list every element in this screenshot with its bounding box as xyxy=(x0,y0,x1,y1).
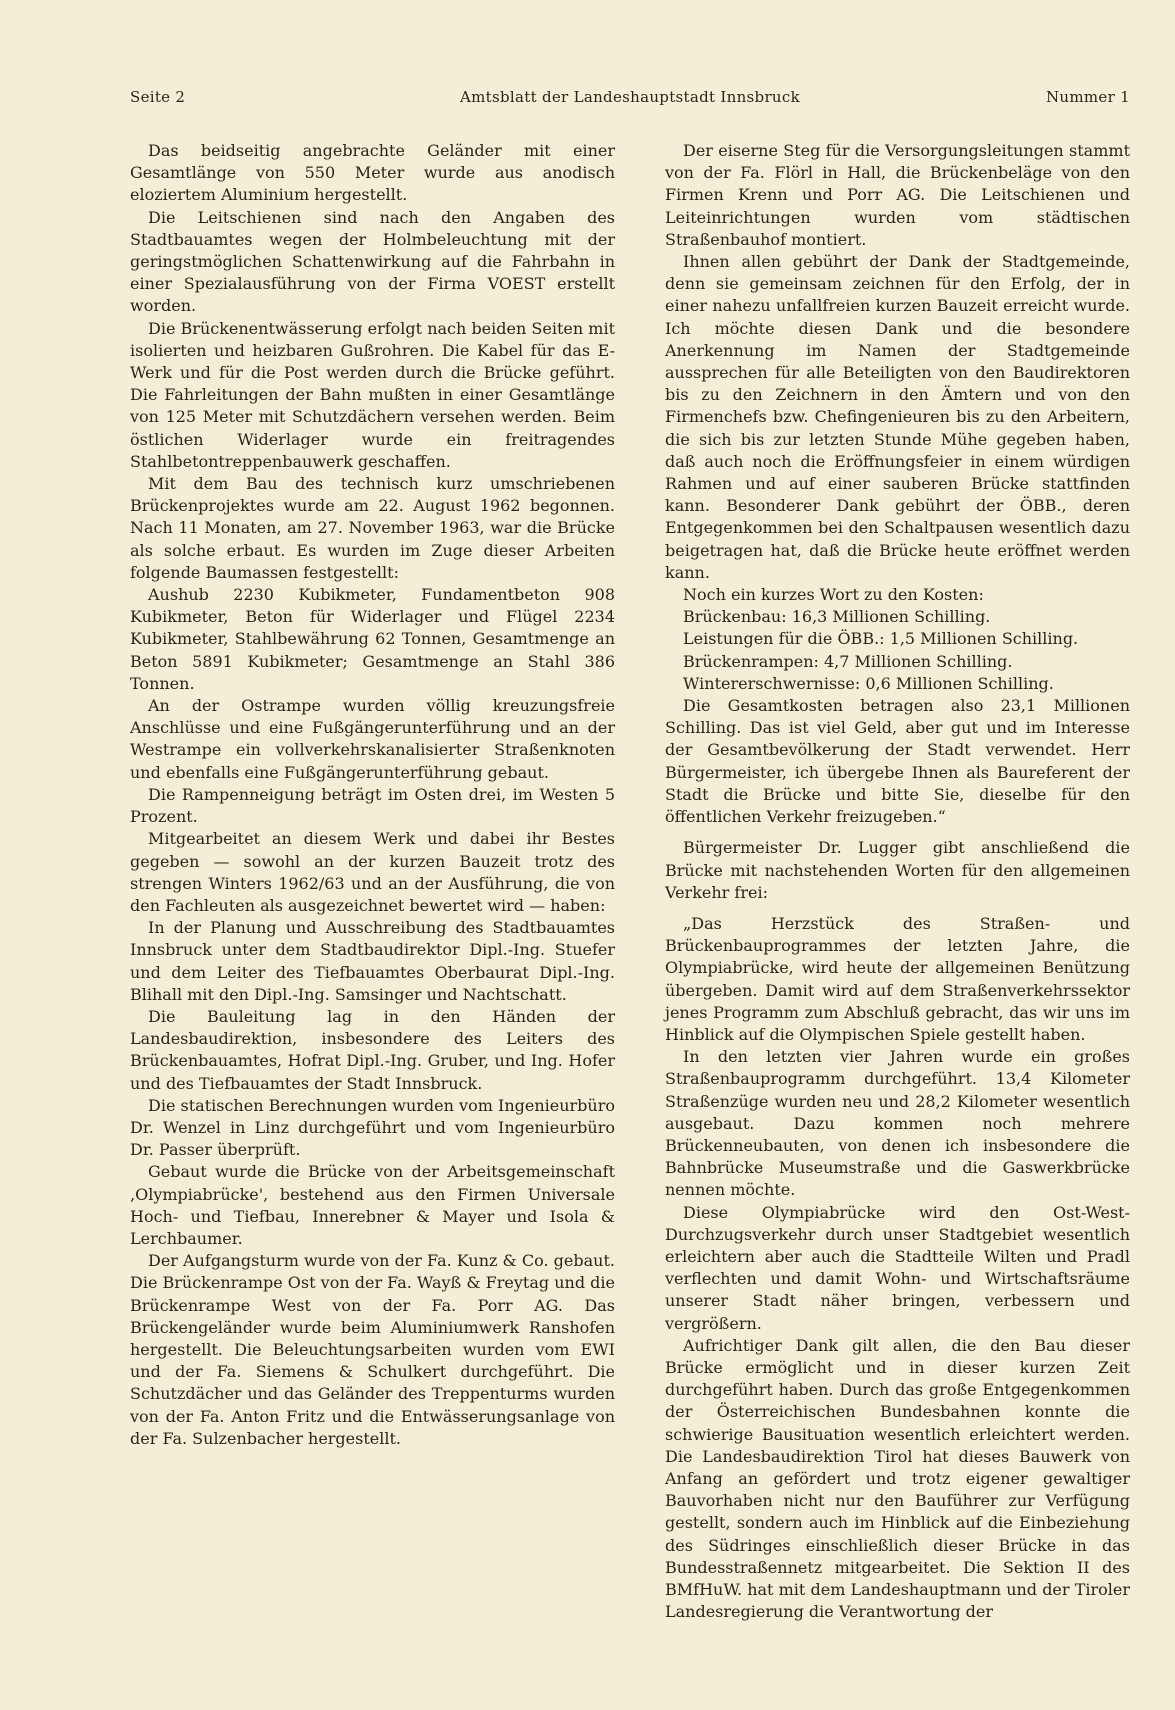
cost-item: Leistungen für die ÖBB.: 1,5 Millionen Schilling. xyxy=(683,629,1079,649)
paragraph: An der Ostrampe wurden völlig kreuzungsfreie Anschlüsse und eine Fußgängerunterführung und an der Westrampe ein vollverkehrskanalisierter Straßenknoten und ebenfalls eine Fußgängerunterführung gebaut. xyxy=(130,696,615,782)
paragraph: Der Aufgangsturm wurde von der Fa. Kunz & Co. gebaut. Die Brückenrampe Ost von der Fa. Wayß & Freytag und die Brückenrampe West von der Fa. Porr AG. Das Brückengeländer wurde beim Aluminiumwerk Ranshofen hergestellt. Die Beleuchtungsarbeiten wurden vom EWI und der Fa. Siemens & Schulkert durchgeführt. Die Schutzdächer und das Geländer des Treppenturms wurden von der Fa. Anton Fritz und die Entwässerungsanlage von der Fa. Sulzenbacher hergestellt. xyxy=(130,1251,615,1448)
paragraph: Diese Olympiabrücke wird den Ost-West-Durchzugsverkehr durch unser Stadtgebiet wesentlich erleichtern aber auch die Stadtteile Wilten und Pradl verflechten und damit Wohn- und Wirtschaftsräume unserer Stadt näher bringen, verbessern und vergrößern. xyxy=(665,1202,1130,1333)
paragraph: In den letzten vier Jahren wurde ein großes Straßenbauprogramm durchgeführt. 13,4 Kilometer Straßenzüge wurden neu und 28,2 Kilometer wesentlich ausgebaut. Dazu kommen noch mehrere Brückenneubauten, von denen ich insbesondere die Bahnbrücke Museumstraße und die Gaswerkbrücke nennen möchte. xyxy=(665,1047,1130,1200)
paragraph: Die Brückenentwässerung erfolgt nach beiden Seiten mit isolierten und heizbaren Gußrohren. Die Kabel für das E-Werk und für die Post werden durch die Brücke geführt. Die Fahrleitungen der Bahn mußten in einer Gesamtlänge von 125 Meter mit Schutzdächern versehen werden. Beim östlichen Widerlager wurde ein freitragendes Stahlbetontreppenbauwerk geschaffen. xyxy=(130,318,615,471)
paragraph: Ihnen allen gebührt der Dank der Stadtgemeinde, denn sie gemeinsam zeichnen für den Erfolg, der in einer nahezu unfallfreien kurzen Bauzeit erreicht wurde. Ich möchte diesen Dank und die besondere Anerkennung im Namen der Stadtgemeinde aussprechen für alle Beteiligten von den Baudirektoren bis zu den Zeichnern in den Ämtern und von den Firmenchefs bzw. Chefingenieuren bis zu den Arbeitern, die sich bis zur letzten Stunde Mühe gegeben haben, daß auch noch die Eröffnungsfeier in einem würdigen Rahmen und auf einer sauberen Brücke stattfinden kann. Besonderer Dank gebührt der ÖBB., deren Entgegenkommen bei den Schaltpausen wesentlich dazu beigetragen hat, daß die Brücke heute eröffnet werden kann. xyxy=(665,252,1130,582)
issue-number: Nummer 1 xyxy=(1046,88,1130,106)
paragraph: Mit dem Bau des technisch kurz umschriebenen Brückenprojektes wurde am 22. August 1962 begonnen. Nach 11 Monaten, am 27. November 1963, war die Brücke als solche erbaut. Es wurden im Zuge dieser Arbeiten folgende Baumassen festgestellt: xyxy=(130,474,615,582)
left-column xyxy=(130,140,615,1450)
paragraph: Bürgermeister Dr. Lugger gibt anschließend die Brücke mit nachstehenden Worten für den allgemeinen Verkehr frei: xyxy=(665,838,1130,902)
paragraph: Das beidseitig angebrachte Geländer mit einer Gesamtlänge von 550 Meter wurde aus anodisch eloziertem Aluminium hergestellt. xyxy=(130,141,615,205)
paragraph: Die Leitschienen sind nach den Angaben des Stadtbauamtes wegen der Holmbeleuchtung mit der geringstmöglichen Schattenwirkung auf die Fahrbahn in einer Spezialausführung von der Firma VOEST erstellt worden. xyxy=(130,207,615,316)
paragraph: Die statischen Berechnungen wurden vom Ingenieurbüro Dr. Wenzel in Linz durchgeführt und vom Ingenieurbüro Dr. Passer überprüft. xyxy=(130,1095,615,1160)
paragraph: Noch ein kurzes Wort zu den Kosten: xyxy=(683,585,984,605)
paragraph: Aufrichtiger Dank gilt allen, die den Bau dieser Brücke ermöglicht und in dieser kurzen Zeit durchgeführt haben. Durch das große Entgegenkommen der Österreichischen Bundesbahnen konnte die schwierige Bausituation wesentlich erleichtert werden. Die Landesbaudirektion Tirol hat dieses Bauwerk von Anfang an gefördert und trotz eigener gewaltiger Bauvorhaben nicht nur den Bauführer zur Verfügung gestellt, sondern auch im Hinblick auf die Einbeziehung des Südringes einschließlich dieser Brücke in das Bundesstraßennetz mitgearbeitet. Die Sektion II des BMfHuW. hat mit dem Landeshauptmann und der Tiroler Landesregierung die Verantwortung der xyxy=(665,1335,1130,1622)
right-column xyxy=(665,140,1130,1623)
paragraph: Die Bauleitung lag in den Händen der Landesbaudirektion, insbesondere des Leiters des Brückenbauamtes, Hofrat Dipl.-Ing. Gruber, und Ing. Hofer und des Tiefbauamtes der Stadt Innsbruck. xyxy=(130,1006,615,1093)
publication-title: Amtsblatt der Landeshauptstadt Innsbruck xyxy=(460,88,800,106)
cost-item: Brückenbau: 16,3 Millionen Schilling. xyxy=(683,607,991,627)
paragraph: Die Gesamtkosten betragen also 23,1 Millionen Schilling. Das ist viel Geld, aber gut und im Interesse der Gesamtbevölkerung der Stadt verwendet. Herr Bürgermeister, ich übergebe Ihnen als Baureferent der Stadt die Brücke und bitte Sie, dieselbe für den öffentlichen Verkehr freizugeben.“ xyxy=(665,696,1130,827)
paragraph: In der Planung und Ausschreibung des Stadtbauamtes Innsbruck unter dem Stadtbaudirektor Dipl.-Ing. Stuefer und dem Leiter des Tiefbauamtes Oberbaurat Dipl.-Ing. Blihall mit den Dipl.-Ing. Samsinger und Nachtschatt. xyxy=(130,918,615,1004)
cost-item: Brückenrampen: 4,7 Millionen Schilling. xyxy=(683,651,1013,671)
page-number: Seite 2 xyxy=(130,88,186,106)
paragraph: „Das Herzstück des Straßen- und Brückenbauprogrammes der letzten Jahre, die Olympiabrücke, wird heute der allgemeinen Benützung übergeben. Damit wird auf dem Straßenverkehrssektor jenes Programm zum Abschluß gebracht, das wir uns im Hinblick auf die Olympischen Spiele gestellt haben. xyxy=(665,913,1130,1044)
paragraph: Die Rampenneigung beträgt im Osten drei, im Westen 5 Prozent. xyxy=(130,784,615,827)
page-header xyxy=(130,88,1130,112)
paragraph: Aushub 2230 Kubikmeter, Fundamentbeton 908 Kubikmeter, Beton für Widerlager und Flügel 2234 Kubikmeter, Stahlbewährung 62 Tonnen, Gesamtmenge an Beton 5891 Kubikmeter; Gesamtmenge an Stahl 386 Tonnen. xyxy=(130,585,615,693)
cost-item: Wintererschwernisse: 0,6 Millionen Schilling. xyxy=(683,673,1054,693)
paragraph: Gebaut wurde die Brücke von der Arbeitsgemeinschaft ‚Olympiabrücke', bestehend aus den Firmen Universale Hoch- und Tiefbau, Innerebner & Mayer und Isola & Lerchbaumer. xyxy=(130,1162,615,1248)
paragraph: Der eiserne Steg für die Versorgungsleitungen stammt von der Fa. Flörl in Hall, die Brückenbeläge von den Firmen Krenn und Porr AG. Die Leitschienen und Leiteinrichtungen wurden vom städtischen Straßenbauhof montiert. xyxy=(665,141,1130,249)
paragraph: Mitgearbeitet an diesem Werk und dabei ihr Bestes gegeben — sowohl an der kurzen Bauzeit trotz des strengen Winters 1962/63 und an der Ausführung, die von den Fachleuten als ausgezeichnet bewertet wird — haben: xyxy=(130,829,615,915)
